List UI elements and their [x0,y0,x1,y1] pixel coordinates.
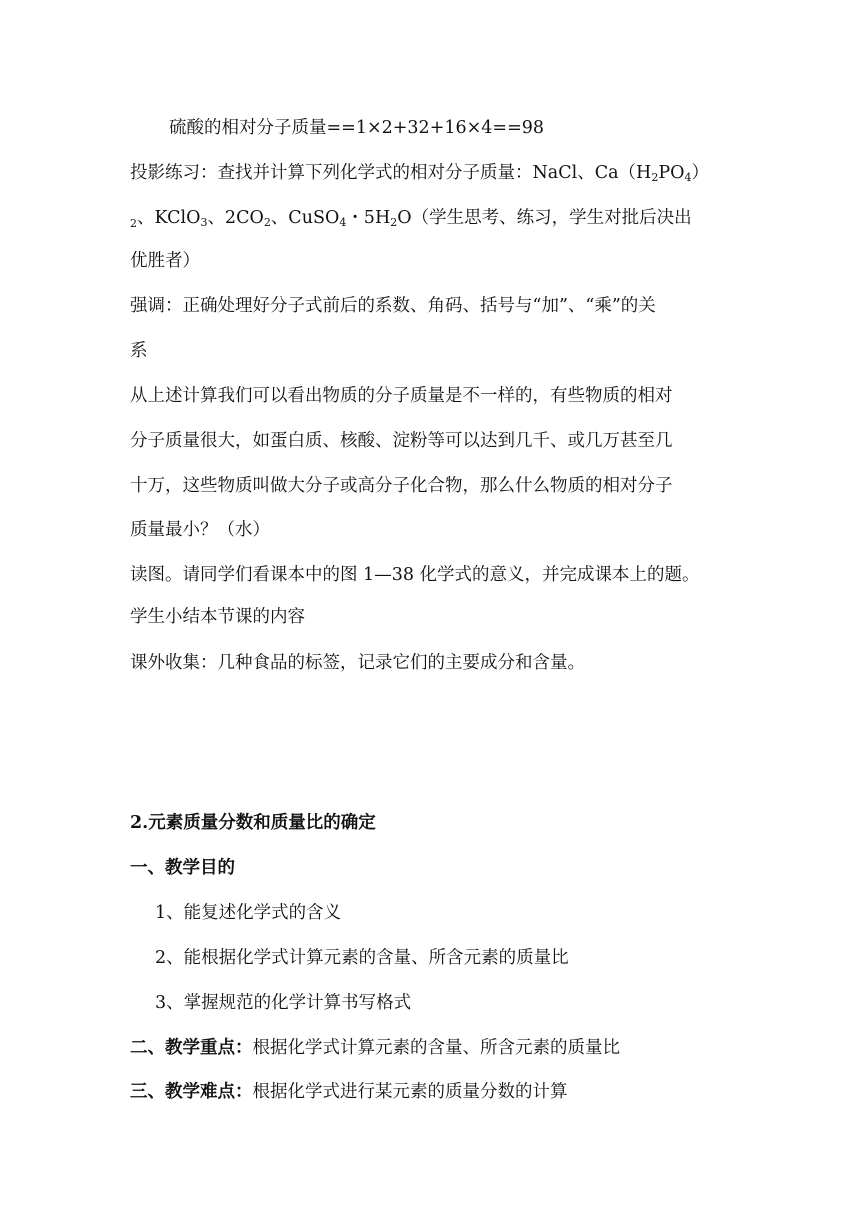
extracurricular-line: 课外收集：几种食品的标签，记录它们的主要成分和含量。 [130,653,585,673]
calculation-paragraph-line-2: 分子质量很大，如蛋白质、核酸、淀粉等可以达到几千、或几万甚至几 [130,431,673,451]
subscript: 4 [339,216,347,229]
subscript: 3 [200,216,208,229]
emphasis-line-1: 强调：正确处理好分子式前后的系数、角码、括号与“加”、“乘”的关 [130,296,656,316]
student-summary-line: 学生小结本节课的内容 [130,607,305,627]
sulfuric-acid-mass-line: 硫酸的相对分子质量==1×2+32+16×4==98 [169,118,545,138]
subscript: 2 [130,217,137,230]
text-run: PO [658,163,685,183]
projection-exercise-line-1 [130,161,709,185]
text-run: 投影练习：查找并计算下列化学式的相对分子质量：NaCl、Ca（H [130,163,652,183]
calculation-paragraph-line-3: 十万，这些物质叫做大分子或高分子化合物，那么什么物质的相对分子 [130,476,673,496]
subscript: 2 [651,171,659,184]
goal-item-2: 2、能根据化学式计算元素的含量、所含元素的质量比 [155,948,569,968]
goal-item-3: 3、掌握规范的化学计算书写格式 [155,993,412,1013]
emphasis-line-2: 系 [130,341,148,361]
text-run: ・5H [346,208,391,228]
subscript: 2 [263,216,271,229]
goal-item-1: 1、能复述化学式的含义 [155,903,342,923]
key-points-label: 二、教学重点： [130,1038,253,1058]
difficult-points-label: 三、教学难点： [130,1082,253,1102]
key-points-text: 根据化学式计算元素的含量、所含元素的质量比 [252,1038,620,1058]
text-run: 、2CO [207,208,264,228]
calculation-paragraph-line-4: 质量最小？（水） [130,520,270,540]
subscript: 2 [390,216,398,229]
difficult-points-text: 根据化学式进行某元素的质量分数的计算 [252,1082,568,1102]
projection-exercise-line-2 [130,206,692,232]
difficult-points-line [130,1080,568,1104]
key-points-line [130,1036,620,1060]
section-title: 2.元素质量分数和质量比的确定 [130,813,376,833]
read-figure-line: 读图。请同学们看课本中的图 1—38 化学式的意义，并完成课本上的题。 [130,565,700,585]
text-run: 、CuSO [270,208,340,228]
calculation-paragraph-line-1: 从上述计算我们可以看出物质的分子质量是不一样的，有些物质的相对 [130,386,673,406]
text-run: ） [691,163,709,183]
subscript: 4 [684,171,692,184]
text-run: O（学生思考、练习，学生对批后决出 [397,208,692,228]
projection-exercise-line-3: 优胜者） [130,251,200,271]
text-run: 、KClO [137,208,201,228]
heading-teaching-goals: 一、教学目的 [130,858,235,878]
